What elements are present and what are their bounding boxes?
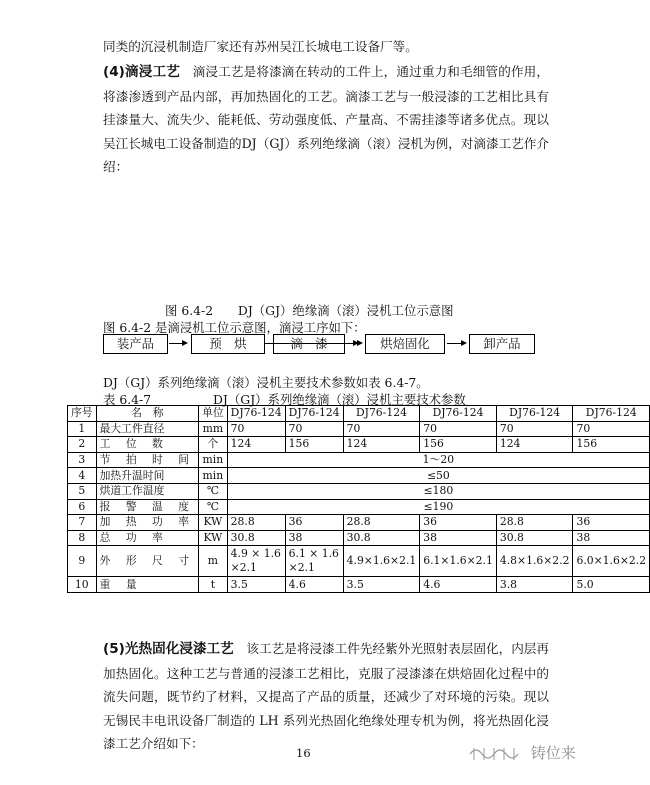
table-cell: 30.8	[343, 530, 420, 546]
table-cell: 4.8×1.6×2.2	[496, 546, 573, 577]
table-cell: m	[199, 546, 228, 577]
table-cell: 3.5	[227, 577, 285, 593]
flow-step-cure: 烘焙固化	[365, 334, 445, 354]
section-4-heading: (4)滴浸工艺	[103, 64, 180, 80]
table-cell: 4	[68, 468, 97, 484]
table-cell: 加 热 功 率	[96, 515, 198, 531]
flow-step-preheat: 预 烘	[191, 334, 265, 354]
table-header-cell: DJ76-124	[227, 406, 285, 422]
table-cell: 8	[68, 530, 97, 546]
table-cell: 9	[68, 546, 97, 577]
table-row	[68, 499, 650, 515]
table-header-cell: 单位	[199, 406, 228, 422]
table-header-cell: DJ76-124	[285, 406, 343, 422]
table-cell: 30.8	[496, 530, 573, 546]
table-cell: 124	[227, 437, 285, 453]
table-row	[68, 437, 650, 453]
table-intro: DJ（GJ）系列绝缘滴（滚）浸机主要技术参数如表 6.4-7。	[103, 375, 429, 390]
table-header-row	[68, 406, 650, 422]
table-header-cell: DJ76-124	[573, 406, 650, 422]
table-cell: 28.8	[227, 515, 285, 531]
table-cell: 124	[343, 437, 420, 453]
spec-table	[67, 405, 650, 593]
table-cell: KW	[199, 530, 228, 546]
table-cell: 38	[285, 530, 343, 546]
section-4-paragraph	[103, 60, 549, 179]
table-cell: t	[199, 577, 228, 593]
table-row	[68, 421, 650, 437]
table-cell: 36	[285, 515, 343, 531]
table-cell: 加热升温时间	[96, 468, 198, 484]
table-cell: 156	[285, 437, 343, 453]
table-cell: 6.0×1.6×2.2	[573, 546, 650, 577]
table-cell: 5	[68, 483, 97, 499]
table-row	[68, 468, 650, 484]
flow-arrow	[169, 343, 186, 344]
table-cell: mm	[199, 421, 228, 437]
table-label: 表 6.4-7	[103, 392, 152, 407]
table-cell: 70	[420, 421, 497, 437]
table-header-cell: 名 称	[96, 406, 198, 422]
page-number: 16	[296, 746, 311, 760]
table-cell: 70	[285, 421, 343, 437]
table-cell: 工 位 数	[96, 437, 198, 453]
table-cell: 30.8	[227, 530, 285, 546]
table-cell: 3.5	[343, 577, 420, 593]
table-header-cell: DJ76-124	[420, 406, 497, 422]
table-cell: 70	[343, 421, 420, 437]
flow-step-drip: 滴 漆	[273, 334, 345, 354]
table-cell: 重 量	[96, 577, 198, 593]
table-header-cell: 序号	[68, 406, 97, 422]
table-cell: 报 警 温 度	[96, 499, 198, 515]
table-cell: 70	[227, 421, 285, 437]
table-row	[68, 452, 650, 468]
table-cell: 38	[573, 530, 650, 546]
table-cell: 4.9×1.6×2.1	[343, 546, 420, 577]
table-cell: min	[199, 452, 228, 468]
table-cell: 70	[496, 421, 573, 437]
table-cell: ℃	[199, 499, 228, 515]
table-cell: ℃	[199, 483, 228, 499]
section-4-body: 滴浸工艺是将漆滴在转动的工件上，通过重力和毛细管的作用，将漆渗透到产品内部，再加热固化的工艺。滴漆工艺与一般浸漆的工艺相比具有挂漆量大、流失少、能耗低、劳动强度低、产量高、不需挂漆等诸多优点。现以吴江长城电工设备制造的DJ（GJ）系列绝缘滴（滚）浸机为例，对滴漆工艺作介绍：	[103, 64, 550, 174]
table-cell: 个	[199, 437, 228, 453]
table-cell: 38	[420, 530, 497, 546]
section-5-body: 该工艺是将浸漆工件先经紫外光照射表层固化，内层再加热固化。这种工艺与普通的浸漆工艺相比，克服了浸漆漆在烘焙固化过程中的流失问题，既节约了材料，又提高了产品的质量，还减少了对环境的污染。现以无锡民丰电讯设备厂制造的 LH 系列光热固化绝缘处理专机为例，将光热固化浸漆工艺介绍如下：	[103, 641, 549, 751]
table-cell: 36	[573, 515, 650, 531]
flow-step-load: 装产品	[103, 334, 168, 354]
flow-arrow	[346, 343, 361, 344]
figure-reference: 图 6.4-2 是滴浸机工位示意图，滴浸工序如下：	[103, 320, 366, 335]
table-row	[68, 515, 650, 531]
watermark	[468, 742, 576, 763]
table-cell: ≤190	[227, 499, 649, 515]
table-cell: 156	[573, 437, 650, 453]
table-row	[68, 546, 650, 577]
section-5-heading: (5)光热固化浸漆工艺	[103, 641, 234, 657]
table-cell: 10	[68, 577, 97, 593]
watermark-text: 铸位来	[530, 744, 576, 762]
table-cell: min	[199, 468, 228, 484]
table-cell: 烘道工作温度	[96, 483, 198, 499]
section-5-paragraph	[103, 637, 549, 756]
table-cell: 4.9 × 1.6 ×2.1	[227, 546, 285, 577]
table-header-cell: DJ76-124	[496, 406, 573, 422]
table-cell: 28.8	[343, 515, 420, 531]
figure-caption: 图 6.4-2 DJ（GJ）绝缘滴（滚）浸机工位示意图	[165, 303, 454, 318]
table-cell: 1～20	[227, 452, 649, 468]
table-cell: 5.0	[573, 577, 650, 593]
table-cell: KW	[199, 515, 228, 531]
table-cell: ≤180	[227, 483, 649, 499]
table-cell: 最大工件直径	[96, 421, 198, 437]
table-cell: 124	[496, 437, 573, 453]
table-cell: 1	[68, 421, 97, 437]
table-cell: 4.6	[420, 577, 497, 593]
table-cell: 2	[68, 437, 97, 453]
table-cell: ≤50	[227, 468, 649, 484]
table-cell: 36	[420, 515, 497, 531]
intro-line: 同类的沉浸机制造厂家还有苏州吴江长城电工设备厂等。	[103, 39, 418, 54]
table-cell: 6.1×1.6×2.1	[420, 546, 497, 577]
table-cell: 3	[68, 452, 97, 468]
watermark-logo-icon	[468, 745, 526, 763]
table-cell: 6	[68, 499, 97, 515]
table-cell: 总 功 率	[96, 530, 198, 546]
table-cell: 7	[68, 515, 97, 531]
table-cell: 28.8	[496, 515, 573, 531]
table-cell: 节 拍 时 间	[96, 452, 198, 468]
table-cell: 6.1 × 1.6 ×2.1	[285, 546, 343, 577]
process-flow	[103, 334, 533, 354]
table-title: DJ（GJ）系列绝缘滴（滚）浸机主要技术参数	[213, 392, 466, 407]
table-cell: 4.6	[285, 577, 343, 593]
table-cell: 外 形 尺 寸	[96, 546, 198, 577]
table-header-cell: DJ76-124	[343, 406, 420, 422]
table-cell: 156	[420, 437, 497, 453]
flow-arrow	[447, 343, 465, 344]
flow-step-unload: 卸产品	[469, 334, 535, 354]
table-row	[68, 530, 650, 546]
table-row	[68, 483, 650, 499]
table-cell: 3.8	[496, 577, 573, 593]
table-row	[68, 577, 650, 593]
table-cell: 70	[573, 421, 650, 437]
